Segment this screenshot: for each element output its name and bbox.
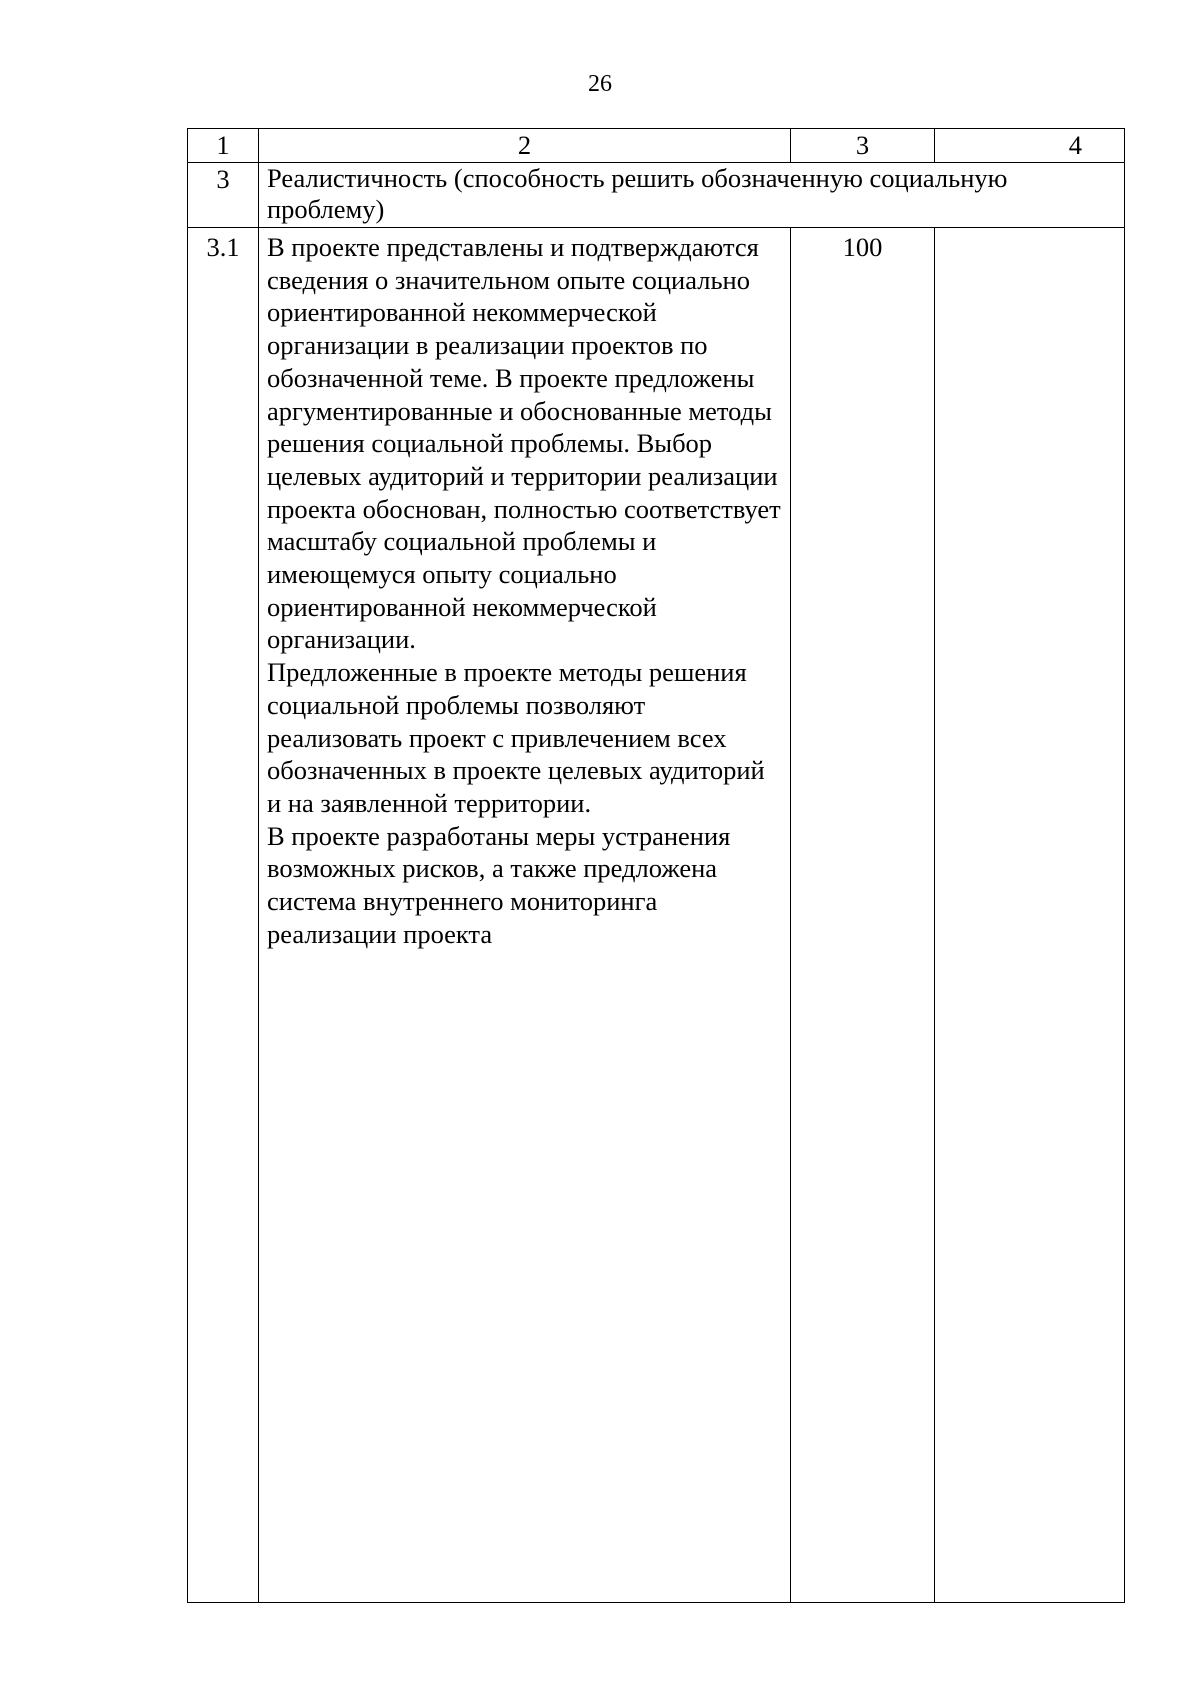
column-number-2: 2: [259, 129, 791, 163]
section-row: [188, 163, 1125, 228]
criteria-table: [187, 128, 1125, 1603]
item-number: 3.1: [188, 228, 259, 1603]
item-paragraph-2: Предложенные в проекте методы решения социальной проблемы позволяют реализовать проект с привлечением всех обозначенных в проекте целевых аудиторий и на заявленной территории.: [267, 657, 765, 818]
item-paragraph-1: В проекте представлены и подтверждаются сведения о значительном опыте социально ориентированной некоммерческой организации в реализации проектов по обозначенной теме. В проекте предложены аргументированные и обоснованные методы решения социальной проблемы. Выбор целевых аудиторий и территории реализации проекта обоснован, полностью соответствует масштабу социальной проблемы и имеющемуся опыту социально ориентированной некоммерческой организации.: [267, 232, 781, 655]
column-number-row: [188, 129, 1125, 163]
section-number: 3: [188, 163, 259, 228]
column-number-1: 1: [188, 129, 259, 163]
item-row: [188, 228, 1125, 1603]
item-description: [259, 228, 791, 1603]
column-number-4: 4: [935, 129, 1125, 163]
item-score: 100: [791, 228, 935, 1603]
item-column-4: [935, 228, 1125, 1603]
page-number: 26: [588, 71, 612, 97]
item-paragraph-3: В проекте разработаны меры устранения возможных рисков, а также предложена система внутреннего мониторинга реализации проекта: [267, 820, 731, 949]
section-title: Реалистичность (способность решить обозначенную социальную проблему): [259, 163, 1125, 228]
column-number-3: 3: [791, 129, 935, 163]
